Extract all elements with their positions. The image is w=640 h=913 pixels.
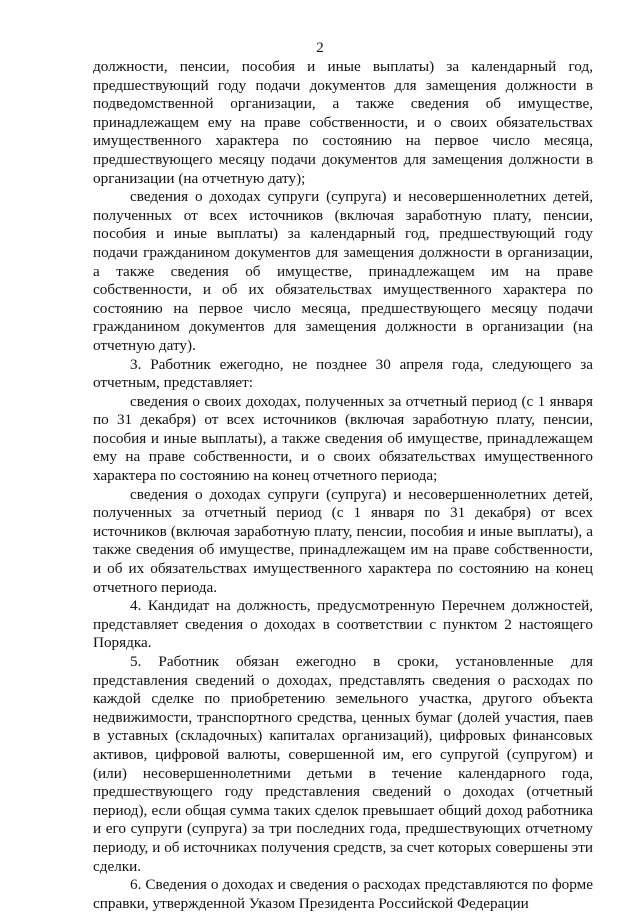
paragraph-spouse-income-candidate: сведения о доходах супруги (супруга) и несовершеннолетних детей, полученных от всех источников (включая заработную плату, пенсии, пособия и иные выплаты) за календарный год, предшествующий году подачи гражданином документов для замещения должности в организации, а также сведения об имуществе, принадлежащем им на праве собственности, и об их обязательствах имущественного характера по состоянию на первое число месяца, предшествующего месяцу подачи гражданином документов для замещения должности в организации (на отчетную дату).: [93, 188, 593, 354]
document-body: [93, 58, 593, 913]
paragraph-spouse-income: сведения о доходах супруги (супруга) и несовершеннолетних детей, полученных за отчетный период (с 1 января по 31 декабря) от всех источников (включая заработную плату, пенсии, пособия и иные выплаты), а также сведения об имуществе, принадлежащем им на праве собственности, и об их обязательствах имущественного характера по состоянию на конец отчетного периода.: [93, 485, 593, 596]
paragraph-clause-5: 5. Работник обязан ежегодно в сроки, установленные для представления сведений о доходах, представлять сведения о расходах по каждой сделке по приобретению земельного участка, другого объекта недвижимости, транспортного средства, ценных бумаг (долей участия, паев в уставных (складочных) капиталах организаций), цифровых финансовых активов, цифровой валюты, совершенной им, его супругой (супругом) и (или) несовершеннолетними детьми в течение календарного года, предшествующего году представления сведений о доходах (отчетный период), если общая сумма таких сделок превышает общий доход работника и его супруги (супруга) за три последних года, предшествующих отчетному периоду, и об источниках получения средств, за счет которых совершены эти сделки.: [93, 653, 593, 875]
paragraph-clause-4: 4. Кандидат на должность, предусмотренную Перечнем должностей, представляет сведения о доходах в соответствии с пунктом 2 настоящего Порядка.: [93, 597, 593, 652]
page-number: 2: [316, 40, 324, 56]
paragraph-clause-6: 6. Сведения о доходах и сведения о расходах представляются по форме справки, утвержденной Указом Президента Российской Федерации: [93, 876, 593, 912]
paragraph-income-continuation: должности, пенсии, пособия и иные выплаты) за календарный год, предшествующий году подачи документов для замещения должности в подведомственной организации, а также сведения об имуществе, принадлежащем ему на праве собственности, и о своих обязательствах имущественного характера по состоянию на первое число месяца, предшествующего месяцу подачи документов для замещения должности в организации (на отчетную дату);: [93, 58, 593, 187]
paragraph-clause-3: 3. Работник ежегодно, не позднее 30 апреля года, следующего за отчетным, представляет:: [93, 355, 593, 392]
paragraph-own-income: сведения о своих доходах, полученных за отчетный период (с 1 января по 31 декабря) от всех источников (включая заработную плату, пенсии, пособия и иные выплаты), а также сведения об имуществе, принадлежащем ему на праве собственности, и о своих обязательствах имущественного характера по состоянию на конец отчетного периода;: [93, 392, 593, 485]
